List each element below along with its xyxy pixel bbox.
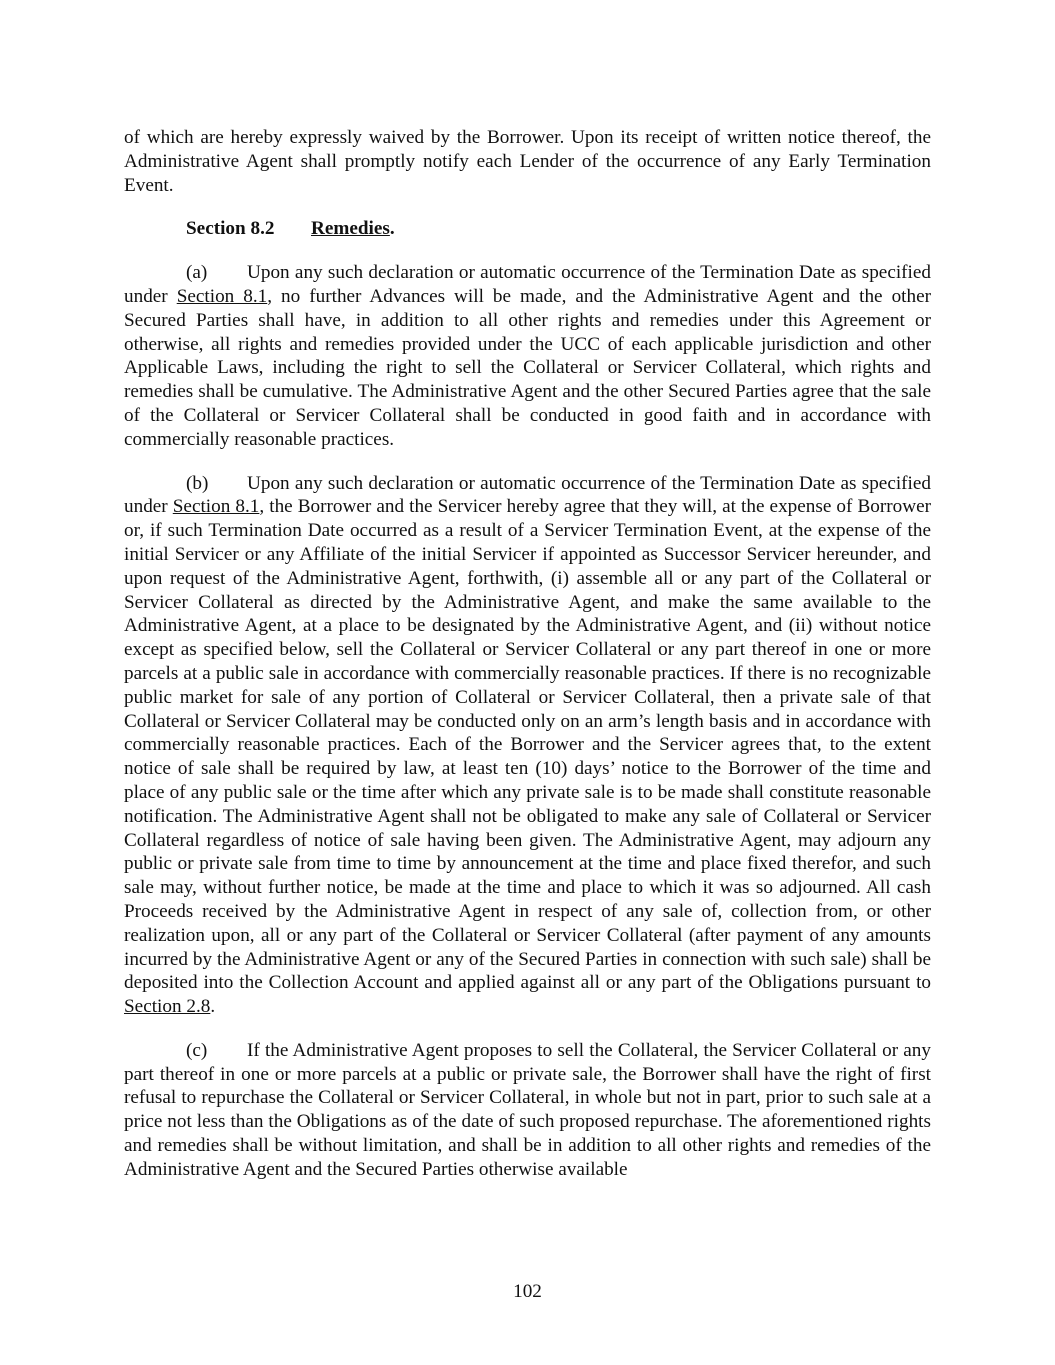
intro-paragraph: of which are hereby expressly waived by the Borrower. Upon its receipt of written notice thereof, the Administrative Agent shall promptly notify each Lender of the occurrence of any Early Termination Event. xyxy=(124,127,931,196)
section-title-punct: . xyxy=(389,218,395,240)
section-heading xyxy=(124,217,931,241)
paragraph-c xyxy=(124,1039,931,1182)
page-number: 102 xyxy=(513,1281,542,1302)
section-8-1-reference: Section 8.1 xyxy=(172,496,260,518)
paragraph-a-text-1: Upon any such declaration or automatic occurrence of the Termination Date as specified under xyxy=(124,262,931,307)
section-title: Remedies xyxy=(311,218,390,240)
paragraph-b-label: (b) xyxy=(186,472,209,494)
paragraph-c-label: (c) xyxy=(186,1039,208,1061)
paragraph-b xyxy=(124,472,931,1019)
section-8-1-reference: Section 8.1 xyxy=(176,285,268,307)
paragraph-b-text-2: , the Borrower and the Servicer hereby agree that they will, at the expense of Borrower or, if such Termination Date occurred as a result of a Servicer Termination Event, at the expense of the initial Servicer or any Affiliate of the initial Servicer if appointed as Successor Servicer hereunder, and upon request of the Administrative Agent, forthwith, (i) assemble all or any part of the Collateral or Servicer Collateral as directed by the Administrative Agent, and make the same available to the Administrative Agent, at a place to be designated by the Administrative Agent, and (ii) without notice except as specified below, sell the Collateral or Servicer Collateral or any part thereof in one or more parcels at a public sale in accordance with commercially reasonable practices. If there is no recognizable public market for sale of any portion of Collateral or Servicer Collateral, then a private sale of that Collateral or Servicer Collateral may be conducted only on an arm’s length basis and in accordance with commercially reasonable practices. Each of the Borrower and the Servicer agrees that, to the extent notice of sale shall be required by law, at least ten (10) days’ notice to the Borrower of the time and place of any public sale or the time after which any private sale is to be made shall constitute reasonable notification. The Administrative Agent shall not be obligated to make any sale of Collateral or Servicer Collateral regardless of notice of sale having been given. The Administrative Agent, may adjourn any public or private sale from time to time by announcement at the time and place fixed therefor, and such sale may, without further notice, be made at the time and place to which it was so adjourned. All cash Proceeds received by the Administrative Agent in respect of any sale of, collection from, or other realization upon, all or any part of the Collateral or Servicer Collateral (after payment of any amounts incurred by the Administrative Agent or any of the Secured Parties in connection with such sale) shall be deposited into the Collection Account and applied against all or any part of the Obligations pursuant to xyxy=(124,496,931,994)
section-2-8-reference: Section 2.8 xyxy=(124,996,211,1018)
paragraph-a xyxy=(124,261,931,451)
paragraph-a-label: (a) xyxy=(186,262,208,284)
paragraph-c-text: If the Administrative Agent proposes to sell the Collateral, the Servicer Collateral or any part thereof in one or more parcels at a public or private sale, the Borrower shall have the right of first refusal to repurchase the Collateral or Servicer Collateral, in whole but not in part, prior to such sale at a price not less than the Obligations as of the date of such proposed repurchase. The aforementioned rights and remedies shall be without limitation, and shall be in addition to all other rights and remedies of the Administrative Agent and the Secured Parties otherwise available xyxy=(124,1039,931,1180)
section-number: Section 8.2 xyxy=(186,218,275,240)
paragraph-b-text-1: Upon any such declaration or automatic occurrence of the Termination Date as specified under xyxy=(124,472,931,518)
paragraph-a-text-2: , no further Advances will be made, and the Administrative Agent and the other Secured Parties shall have, in addition to all other rights and remedies under this Agreement or otherwise, all rights and remedies provided under the UCC of each applicable jurisdiction and other Applicable Laws, including the right to sell the Collateral or Servicer Collateral, which rights and remedies shall be cumulative. The Administrative Agent and the other Secured Parties agree that the sale of the Collateral or Servicer Collateral shall be conducted in good faith and in accordance with commercially reasonable practices. xyxy=(124,285,932,450)
document-body xyxy=(124,126,931,1202)
paragraph-b-text-3: . xyxy=(210,996,216,1018)
